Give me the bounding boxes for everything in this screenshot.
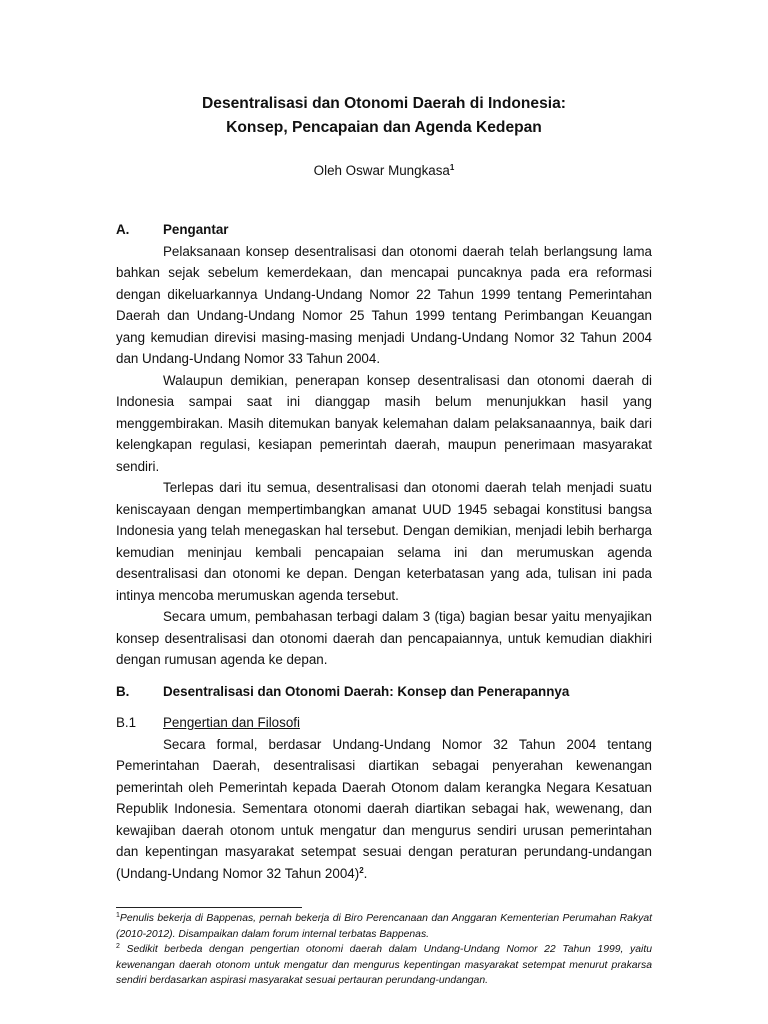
- footnote-2-ref: 2: [116, 943, 120, 950]
- footnote-1: [116, 911, 652, 942]
- section-a-number: A.: [116, 222, 130, 237]
- paragraph-intro-2: Walaupun demikian, penerapan konsep desentralisasi dan otonomi daerah di Indonesia sampai saat ini dianggap masih belum menunjukkan hasil yang menggembirakan. Masih ditemukan banyak kelemahan dalam pelaksanaannya, baik dari kelengkapan regulasi, kesiapan pemerintah daerah, maupun penerimaan masyarakat sendiri.: [116, 372, 652, 474]
- section-a-heading: [116, 219, 652, 241]
- paragraph-intro-3: Terlepas dari itu semua, desentralisasi dan otonomi daerah telah menjadi suatu keniscayaan dengan mempertimbangkan amanat UUD 1945 sebagai konstitusi bangsa Indonesia yang telah menegaskan hal tersebut. Dengan demikian, menjadi lebih berharga kemudian meninjau kembali pencapaian selama ini dan merumuskan agenda desentralisasi dan otonomi ke depan. Dengan keterbatasan yang ada, tulisan ini pada intinya mencoba merumuskan agenda tersebut.: [116, 480, 652, 603]
- title-line-2: Konsep, Pencapaian dan Agenda Kedepan: [226, 119, 542, 136]
- section-a-title: Pengantar: [163, 222, 229, 237]
- footnote-separator: [116, 907, 302, 908]
- section-b-title: Desentralisasi dan Otonomi Daerah: Konsep dan Penerapannya: [163, 683, 570, 699]
- author-line: [116, 161, 652, 181]
- author-footnote-ref: 1: [449, 163, 455, 172]
- title-line-1: Desentralisasi dan Otonomi Daerah di Indonesia:: [202, 95, 566, 112]
- paragraph-b1: [116, 734, 652, 885]
- section-b-heading: [116, 681, 652, 703]
- paragraph-intro-4: Secara umum, pembahasan terbagi dalam 3 (tiga) bagian besar yaitu menyajikan konsep desentralisasi dan otonomi daerah dan pencapaiannya, untuk kemudian diakhiri dengan rumusan agenda ke depan.: [116, 609, 652, 667]
- footnote-1-ref: 1: [116, 912, 120, 919]
- section-b1-heading: [116, 712, 652, 734]
- paragraph-b1-text: Secara formal, berdasar Undang-Undang Nomor 32 Tahun 2004 tentang Pemerintahan Daerah, desentralisasi diartikan sebagai penyerahan kewenangan pemerintah oleh Pemerintah kepada Daerah Otonom dalam kerangka Negara Kesatuan Republik Indonesia. Sementara otonomi daerah diartikan sebagai hak, wewenang, dan kewajiban daerah otonom untuk mengatur dan mengurus sendiri urusan pemerintahan dan kepentingan masyarakat setempat sesuai dengan peraturan perundang-undangan (Undang-Undang Nomor 32 Tahun 2004): [116, 736, 652, 881]
- paragraph-b1-end: .: [363, 865, 368, 881]
- footnote-2-text: Sedikit berbeda dengan pengertian otonomi daerah dalam Undang-Undang Nomor 22 Tahun 1999, yaitu kewenangan daerah otonom untuk mengatur dan mengurus kepentingan masyarakat setempat menurut prakarsa sendiri berdasarkan aspirasi masyarakat sesuai pertauran perundang-undangan.: [116, 944, 652, 986]
- section-b-number: B.: [116, 683, 130, 699]
- section-b1-number: B.1: [116, 715, 137, 730]
- paragraph-intro-1: Pelaksanaan konsep desentralisasi dan otonomi daerah telah berlangsung lama bahkan sejak sebelum kemerdekaan, dan mencapai puncaknya pada era reformasi dengan dikeluarkannya Undang-Undang Nomor 22 Tahun 1999 tentang Pemerintahan Daerah dan Undang-Undang Nomor 25 Tahun 1999 tentang Perimbangan Keuangan yang kemudian direvisi masing-masing menjadi Undang-Undang Nomor 32 Tahun 2004 dan Undang-Undang Nomor 33 Tahun 2004.: [116, 243, 652, 366]
- section-b1-title: Pengertian dan Filosofi: [163, 715, 300, 730]
- document-page: [116, 92, 652, 884]
- footnote-1-text: Penulis bekerja di Bappenas, pernah bekerja di Biro Perencanaan dan Anggaran Kementerian Perumahan Rakyat (2010-2012). Disampaikan dalam forum internal terbatas Bappenas.: [116, 913, 652, 940]
- footnote-2: [116, 942, 652, 989]
- footnotes: [116, 911, 652, 989]
- author-name: Oleh Oswar Mungkasa: [313, 163, 450, 178]
- document-title: [116, 92, 652, 140]
- paragraph-b1-footnote-ref: 2: [359, 865, 364, 875]
